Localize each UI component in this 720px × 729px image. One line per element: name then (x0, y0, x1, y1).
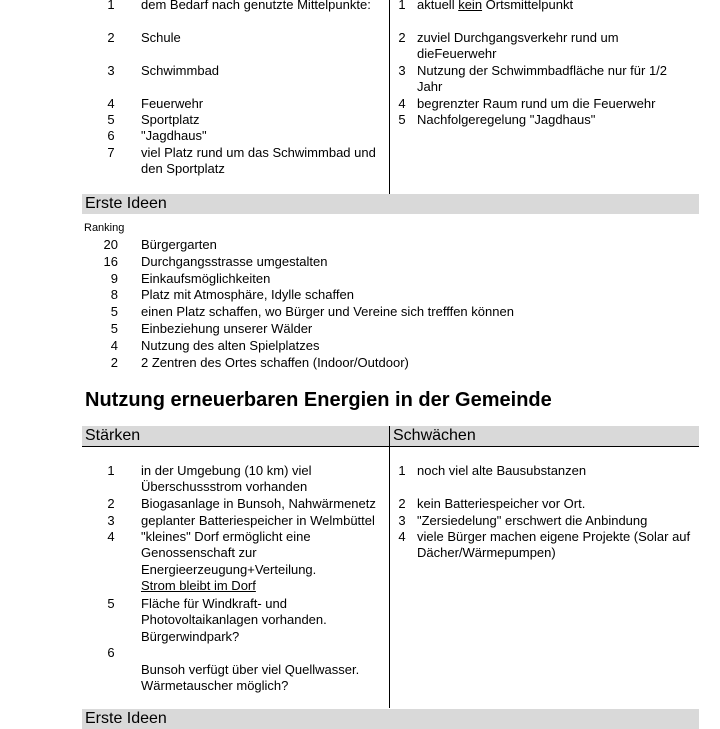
ranking-text: 2 Zentren des Ortes schaffen (Indoor/Outdoor) (141, 354, 409, 370)
row-text: Dächer/Wärmepumpen) (417, 545, 556, 560)
row-text: Nachfolgeregelung "Jagdhaus" (417, 112, 596, 127)
row-text: dem Bedarf nach genutzte Mittelpunkte: (141, 0, 371, 12)
underlined-text: Strom bleibt im Dorf (141, 578, 256, 593)
ranking-score: 5 (110, 321, 118, 336)
ranking-score: 4 (110, 337, 118, 353)
row-number: 4 (107, 529, 115, 544)
row-text: kein Batteriespeicher vor Ort. (417, 496, 586, 511)
section-title: Erste Ideen (85, 710, 167, 727)
row-text: viel Platz rund um das Schwimmbad und (141, 145, 376, 160)
column-header-strengths: Stärken (85, 427, 141, 444)
row-number: 3 (398, 513, 406, 528)
section-band-ideas (82, 194, 699, 214)
table-header-rule (82, 446, 699, 447)
row-text: Fläche für Windkraft- und (141, 596, 287, 611)
column-header-weaknesses: Schwächen (393, 427, 476, 444)
row-number: 3 (107, 63, 115, 78)
underlined-word: kein (458, 0, 483, 12)
row-text: dieFeuerwehr (417, 46, 497, 61)
ranking-text: Einkaufsmöglichkeiten (141, 270, 271, 286)
row-number: 7 (107, 145, 115, 160)
energy-table-header (82, 426, 699, 446)
row-number: 5 (107, 112, 115, 127)
row-text: Wärmetauscher möglich? (141, 678, 289, 693)
ranking-score: 5 (110, 304, 118, 320)
row-text: noch viel alte Bausubstanzen (417, 463, 587, 478)
row-number: 6 (107, 128, 115, 143)
section-band-ideas-2 (82, 709, 699, 729)
row-number: 2 (398, 496, 406, 511)
ranking-text: Platz mit Atmosphäre, Idylle schaffen (141, 287, 354, 303)
row-text: Bürgerwindpark? (141, 629, 240, 644)
row-number: 6 (107, 645, 115, 660)
ranking-label: Ranking (84, 222, 125, 234)
row-text: Biogasanlage in Bunsoh, Nahwärmenetz (141, 496, 376, 511)
ranking-text: Nutzung des alten Spielplatzes (141, 337, 320, 353)
row-number: 2 (107, 496, 115, 511)
ranking-text: Einbeziehung unserer Wälder (141, 321, 313, 336)
row-text: Photovoltaikanlagen vorhanden. (141, 612, 327, 627)
ranking-score: 20 (103, 237, 118, 252)
row-number: 5 (107, 596, 115, 611)
row-number: 1 (107, 463, 115, 478)
row-number: 2 (107, 30, 115, 45)
row-text: Feuerwehr (141, 96, 204, 111)
row-text: Schule (141, 30, 181, 45)
row-text: geplanter Batteriespeicher in Welmbüttel (141, 513, 375, 528)
row-text: Ortsmittelpunkt (482, 0, 574, 12)
page-heading: Nutzung erneuerbaren Energien in der Gemeinde (85, 389, 552, 411)
ranking-score: 9 (110, 270, 118, 286)
row-number: 1 (398, 0, 406, 12)
row-text: den Sportplatz (141, 161, 225, 176)
row-number: 5 (398, 112, 406, 127)
ranking-text: Bürgergarten (141, 237, 217, 252)
row-text: "Jagdhaus" (141, 128, 207, 143)
row-number: 4 (398, 96, 406, 111)
row-number: 1 (398, 463, 406, 478)
row-text: Nutzung der Schwimmbadfläche nur für 1/2 (417, 63, 668, 78)
row-number: 4 (107, 96, 115, 111)
row-text: Schwimmbad (141, 63, 220, 78)
row-text: Sportplatz (141, 112, 200, 127)
row-text: begrenzter Raum rund um die Feuerwehr (417, 96, 656, 111)
row-number: 3 (398, 63, 406, 78)
row-text: Bunsoh verfügt über viel Quellwasser. (141, 662, 360, 677)
row-number: 2 (398, 30, 406, 45)
row-text: Genossenschaft zur (141, 545, 257, 560)
ranking-score: 16 (103, 253, 118, 269)
row-number: 4 (398, 529, 406, 544)
ranking-score: 8 (110, 287, 118, 303)
row-text: viele Bürger machen eigene Projekte (Solar auf (417, 529, 691, 544)
row-text: aktuell (417, 0, 459, 12)
row-text: Energieerzeugung+Verteilung. (141, 562, 317, 577)
section-title: Erste Ideen (85, 195, 167, 212)
ranking-text: Durchgangsstrasse umgestalten (141, 253, 328, 269)
row-text: Überschussstrom vorhanden (141, 479, 308, 494)
row-text: "kleines" Dorf ermöglicht eine (141, 529, 311, 544)
row-text: "Zersiedelung" erschwert die Anbindung (417, 513, 648, 528)
row-text: in der Umgebung (10 km) viel (141, 463, 312, 478)
row-number: 1 (107, 0, 115, 12)
row-text: Jahr (417, 79, 443, 94)
ranking-text: einen Platz schaffen, wo Bürger und Vereine sich trefffen können (141, 304, 514, 320)
row-number: 3 (107, 513, 115, 528)
row-text: zuviel Durchgangsverkehr rund um (417, 30, 619, 45)
ranking-score: 2 (110, 354, 118, 370)
